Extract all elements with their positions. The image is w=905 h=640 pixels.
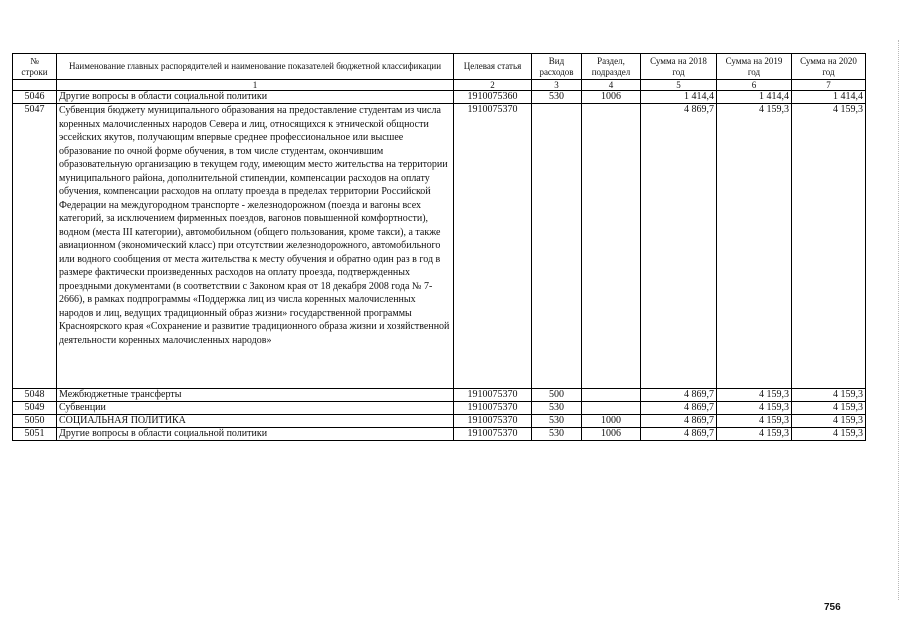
row-name: СОЦИАЛЬНАЯ ПОЛИТИКА [57, 415, 454, 428]
page-number: 756 [824, 602, 841, 613]
row-section: 1006 [582, 428, 641, 441]
row-sum-2019: 4 159,3 [717, 389, 792, 402]
header-name: Наименование главных распорядителей и наименование показателей бюджетной классификации [57, 54, 454, 80]
row-target: 1910075370 [454, 402, 532, 415]
row-section [582, 389, 641, 402]
row-section: 1000 [582, 415, 641, 428]
row-kind: 530 [532, 428, 582, 441]
column-number: 4 [582, 80, 641, 91]
header-sum-2018: Сумма на 2018 год [641, 54, 717, 80]
table-row [13, 91, 866, 104]
budget-table [12, 53, 866, 441]
row-sum-2020: 4 159,3 [792, 415, 866, 428]
column-number: 5 [641, 80, 717, 91]
column-number: 2 [454, 80, 532, 91]
row-kind: 530 [532, 91, 582, 104]
row-name: Другие вопросы в области социальной политики [57, 91, 454, 104]
page-edge-dots [896, 40, 899, 600]
row-name: Межбюджетные трансферты [57, 389, 454, 402]
row-sum-2018: 4 869,7 [641, 402, 717, 415]
header-row [13, 54, 866, 80]
row-sum-2020: 4 159,3 [792, 428, 866, 441]
row-kind: 530 [532, 415, 582, 428]
column-number: 1 [57, 80, 454, 91]
row-target: 1910075370 [454, 428, 532, 441]
header-section: Раздел, подраздел [582, 54, 641, 80]
row-target: 1910075370 [454, 389, 532, 402]
row-sum-2018: 4 869,7 [641, 104, 717, 389]
row-kind [532, 104, 582, 389]
row-target: 1910075370 [454, 415, 532, 428]
row-section: 1006 [582, 91, 641, 104]
row-sum-2019: 4 159,3 [717, 104, 792, 389]
row-sum-2019: 1 414,4 [717, 91, 792, 104]
row-number: 5050 [13, 415, 57, 428]
header-sum-2019: Сумма на 2019 год [717, 54, 792, 80]
row-kind: 500 [532, 389, 582, 402]
row-number: 5051 [13, 428, 57, 441]
row-section [582, 104, 641, 389]
table-row [13, 389, 866, 402]
column-number: 6 [717, 80, 792, 91]
table-row [13, 402, 866, 415]
row-sum-2019: 4 159,3 [717, 415, 792, 428]
row-kind: 530 [532, 402, 582, 415]
row-sum-2020: 4 159,3 [792, 104, 866, 389]
row-number: 5046 [13, 91, 57, 104]
row-name: Субвенция бюджету муниципального образования на предоставление студентам из числа коренных малочисленных народов Севера и лиц, относящихся к этнической общности эссейских якутов, получающим впервые среднее профессиональное или высшее образование по очной форме обучения, в том числе студентам, окончившим образовательную организацию в текущем году, имеющим место жительства на территории муниципального района, дополнительной стипендии, компенсации расходов на оплату обучения, компенсации расходов на оплату проезда в пределах территории Российской Федерации на междугородном транспорте - железнодорожном (поезда и вагоны всех категорий, за исключением фирменных поездов, вагонов повышенной комфортности), водном (места III категории), автомобильном (общего пользования, кроме такси), а также авиационном (экономический класс) при отсутствии железнодорожного, автомобильного или водного сообщения от места жительства к месту обучения и обратно один раз в год в размере фактически произведенных расходов на оплату проезда, подтвержденных проездными документами (в соответствии с Законом края от 18 декабря 2008 года № 7-2666), в рамках подпрограммы «Поддержка лиц из числа коренных малочисленных народов и лиц, ведущих традиционный образ жизни» государственной программы Красноярского края «Сохранение и развитие традиционного образа жизни и хозяйственной деятельности коренных малочисленных народов» [57, 104, 454, 389]
header-sum-2020: Сумма на 2020 год [792, 54, 866, 80]
header-row-number: № строки [13, 54, 57, 80]
row-sum-2018: 1 414,4 [641, 91, 717, 104]
column-number: 7 [792, 80, 866, 91]
row-sum-2020: 4 159,3 [792, 402, 866, 415]
row-target: 1910075370 [454, 104, 532, 389]
row-target: 1910075360 [454, 91, 532, 104]
row-sum-2019: 4 159,3 [717, 428, 792, 441]
column-number [13, 80, 57, 91]
row-sum-2020: 1 414,4 [792, 91, 866, 104]
column-number-row [13, 80, 866, 91]
row-sum-2019: 4 159,3 [717, 402, 792, 415]
table-row [13, 428, 866, 441]
row-number: 5049 [13, 402, 57, 415]
header-kind: Вид расходов [532, 54, 582, 80]
header-target: Целевая статья [454, 54, 532, 80]
table-row [13, 104, 866, 389]
row-name: Другие вопросы в области социальной политики [57, 428, 454, 441]
column-number: 3 [532, 80, 582, 91]
row-name: Субвенции [57, 402, 454, 415]
row-number: 5048 [13, 389, 57, 402]
row-sum-2018: 4 869,7 [641, 415, 717, 428]
table-row [13, 415, 866, 428]
row-sum-2020: 4 159,3 [792, 389, 866, 402]
row-sum-2018: 4 869,7 [641, 389, 717, 402]
row-section [582, 402, 641, 415]
row-number: 5047 [13, 104, 57, 389]
row-sum-2018: 4 869,7 [641, 428, 717, 441]
